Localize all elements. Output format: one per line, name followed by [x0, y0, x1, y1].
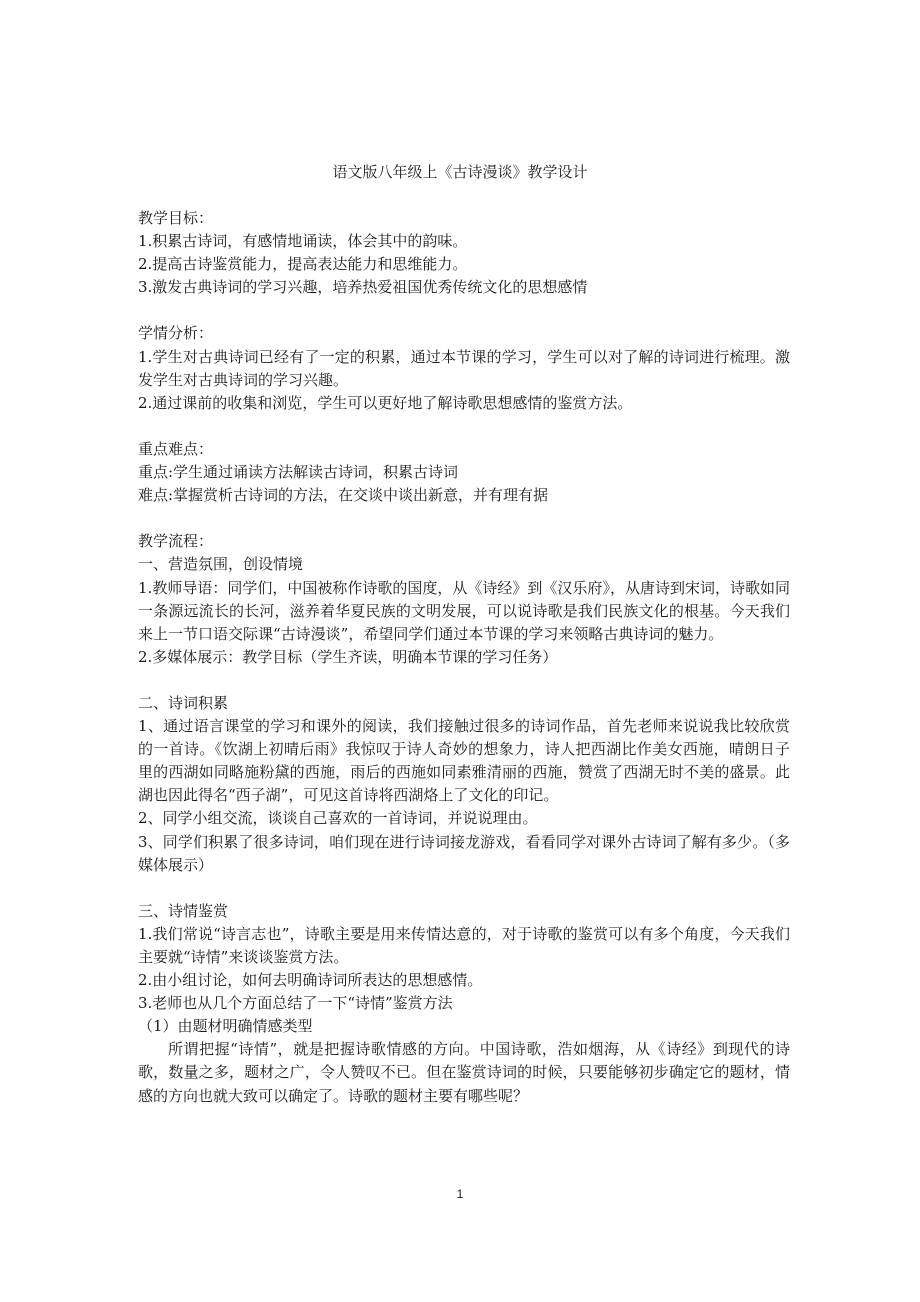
document-title: 语文版八年级上《古诗漫谈》教学设计 [332, 163, 588, 181]
process-item: 3.老师也从几个方面总结了一下“诗情”鉴赏方法 [138, 994, 453, 1013]
sub-paragraph: 所谓把握“诗情”，就是把握诗歌情感的方向。中国诗歌，浩如烟海，从《诗经》到现代的诗歌，数量之多，题材之广，令人赞叹不已。但在鉴赏诗词的时候，只要能够初步确定它的题材，情感的方向也就大致可以确定了。诗歌的题材主要有哪些呢？ [138, 1040, 790, 1105]
section-heading: 一、营造氛围，创设情境 [138, 555, 304, 574]
section-heading: 二、诗词积累 [138, 693, 229, 712]
goal-item: 3.激发古典诗词的学习兴趣，培养热爱祖国优秀传统文化的思想感情 [138, 278, 588, 297]
analysis-heading: 学情分析： [138, 324, 214, 343]
sub-heading: （1）由题材明确情感类型 [138, 1017, 313, 1036]
process-item: 2.多媒体展示：教学目标（学生齐读，明确本节课的学习任务） [138, 647, 558, 666]
analysis-item: 1.学生对古典诗词已经有了一定的积累，通过本节课的学习，学生可以对了解的诗词进行梳理。激发学生对古典诗词的学习兴趣。 [138, 347, 790, 389]
goals-heading: 教学目标： [138, 209, 214, 227]
analysis-item: 2.通过课前的收集和浏览，学生可以更好地了解诗歌思想感情的鉴赏方法。 [138, 393, 633, 412]
process-item: 1.教师导语：同学们，中国被称作诗歌的国度，从《诗经》到《汉乐府》，从唐诗到宋词，诗歌如同一条源远流长的长河，滋养着华夏民族的文明发展，可以说诗歌是我们民族文化的根基。今天我们来上一节口语交际课“古诗漫谈”，希望同学们通过本节课的学习来领略古典诗词的魅力。 [138, 578, 790, 643]
process-item: 2.由小组讨论，如何去明确诗词所表达的思想感情。 [138, 971, 483, 990]
process-item: 1、通过语言课堂的学习和课外的阅读，我们接触过很多的诗词作品，首先老师来说说我比较欣赏的一首诗。《饮湖上初晴后雨》我惊叹于诗人奇妙的想象力，诗人把西湖比作美女西施，晴朗日子里的西湖如同略施粉黛的西施，雨后的西施如同素雅清丽的西施，赞赏了西湖无时不美的盛景。此湖也因此得名“西子湖”，可见这首诗将西湖烙上了文化的印记。 [138, 717, 790, 805]
process-heading: 教学流程： [138, 532, 214, 551]
goal-item: 2.提高古诗鉴赏能力，提高表达能力和思维能力。 [138, 255, 468, 274]
difficult-point-item: 难点:掌握赏析古诗词的方法，在交谈中谈出新意，并有理有据 [138, 486, 549, 505]
process-item: 1.我们常说“诗言志也”，诗歌主要是用来传情达意的，对于诗歌的鉴赏可以有多个角度，今天我们主要就“诗情”来谈谈鉴赏方法。 [138, 924, 790, 966]
process-item: 2、同学小组交流，谈谈自己喜欢的一首诗词，并说说理由。 [138, 809, 538, 828]
document-body [138, 207, 790, 1108]
process-item: 3、同学们积累了很多诗词，咱们现在进行诗词接龙游戏，看看同学对课外古诗词了解有多少。（多媒体展示） [138, 832, 790, 874]
goal-item: 1.积累古诗词，有感情地诵读，体会其中的韵味。 [138, 232, 468, 251]
page-number: 1 [456, 1187, 464, 1201]
key-points-heading: 重点难点： [138, 439, 214, 458]
section-heading: 三、诗情鉴赏 [138, 901, 229, 920]
key-point-item: 重点:学生通过诵读方法解读古诗词，积累古诗词 [138, 463, 459, 482]
